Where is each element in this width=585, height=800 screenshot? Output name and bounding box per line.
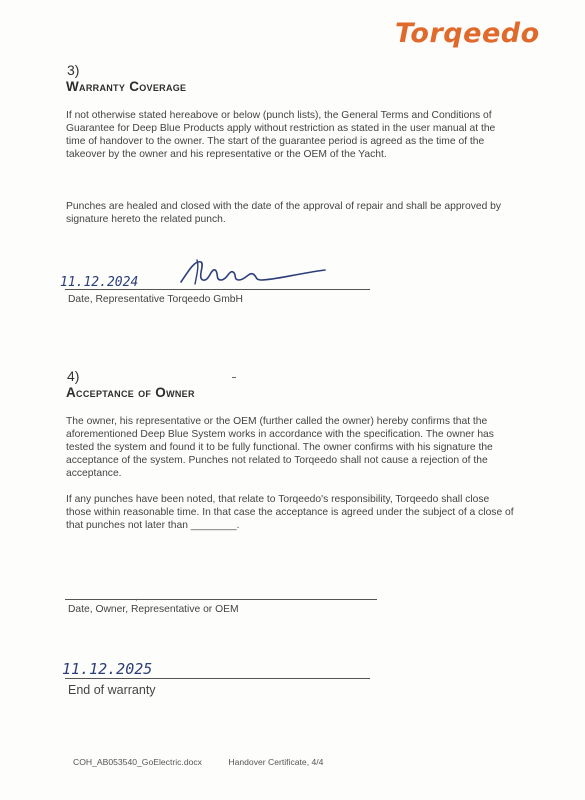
section-4-number: 4) — [67, 368, 80, 384]
line-mark: , — [135, 592, 138, 603]
owner-signature-line — [65, 599, 377, 600]
footer-filename: COH_AB053540_GoElectric.docx — [73, 757, 202, 767]
handwritten-date-2024: 11.12.2024 — [60, 275, 139, 290]
owner-signature-caption: Date, Owner, Representative or OEM — [68, 604, 239, 615]
representative-signature-caption: Date, Representative Torqeedo GmbH — [68, 294, 243, 305]
section-3-title: Warranty Coverage — [66, 79, 187, 94]
handwritten-date-2025: 11.12.2025 — [62, 660, 153, 678]
stray-mark — [232, 377, 236, 378]
representative-signature — [175, 256, 335, 290]
punches-paragraph: Punches are healed and closed with the date of the approval of repair and shall be approved by signature hereto the related punch. — [66, 201, 502, 225]
owner-confirmation-paragraph: The owner, his representative or the OEM (further called the owner) hereby confirms that the aforementioned Deep Blue System works in accordance with the specification. The owner has tested the system and found it to be fully functional. The owner confirms with his signature the acceptance of the system. Punches not related to Torqeedo shall not cause a rejection of the acceptance. — [66, 416, 494, 479]
warranty-terms-paragraph: If not otherwise stated hereabove or below (punch lists), the General Terms and Conditions of Guarantee for Deep Blue Products apply without restriction as stated in the user manual at the time of handover to the owner. The start of the guarantee period is agreed as the time of the takeover by the owner and his representative or the OEM of the Yacht. — [66, 110, 496, 160]
torqeedo-logo: Torqeedo — [395, 18, 540, 49]
section-4-title: Acceptance of Owner — [66, 385, 195, 400]
page-footer — [73, 757, 323, 767]
end-of-warranty-caption: End of warranty — [68, 683, 156, 697]
representative-signature-line — [65, 289, 370, 290]
section-3-number: 3) — [67, 62, 80, 78]
warranty-end-line — [65, 678, 370, 679]
torqeedo-responsibility-paragraph: If any punches have been noted, that relate to Torqeedo's responsibility, Torqeedo shall close those within reasonable time. In that case the acceptance is agreed under the subject of a close of that punches not later than ________. — [66, 494, 514, 531]
footer-page-label: Handover Certificate, 4/4 — [228, 757, 324, 767]
